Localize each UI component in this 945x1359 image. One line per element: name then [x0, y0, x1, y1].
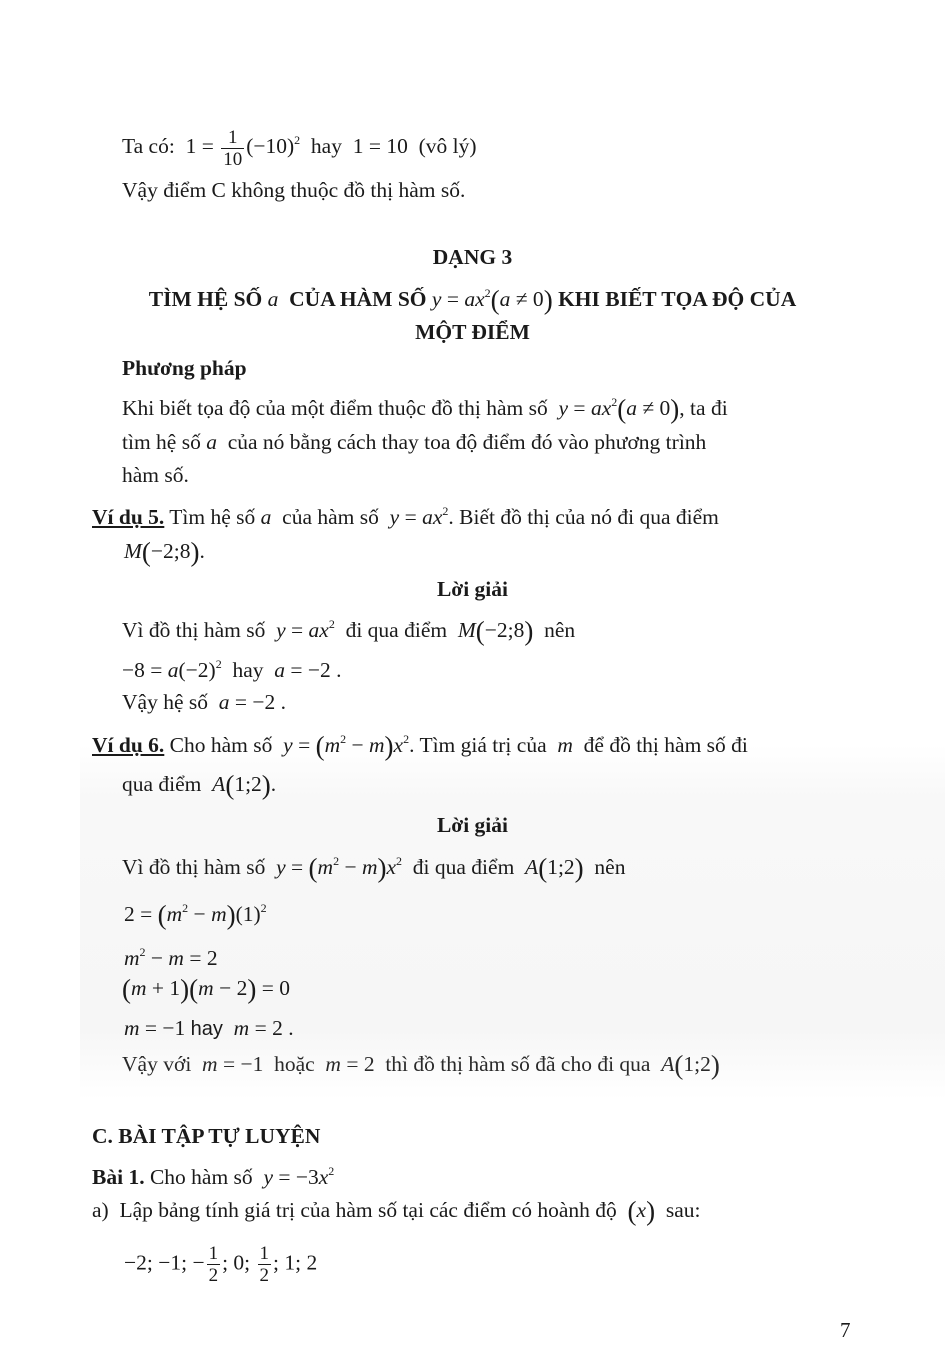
dang-title: DẠNG 3 — [432, 245, 513, 269]
solution-6-line-4: (m + 1)(m − 2) = 0 — [122, 974, 290, 1004]
solution-6-line-5: m = −1 hay m = 2 . — [124, 1016, 294, 1040]
example-6-text: Cho hàm số $y = (m^2 - m)x^2$. Tìm giá trị của m để đồ thị hàm số đi — [169, 731, 748, 761]
exercise-1-label: Bài 1. — [92, 1165, 145, 1189]
method-line-2: tìm hệ số a của nó bằng cách thay toa độ điểm đó vào phương trình — [122, 430, 707, 454]
example-5-point: M(−2;8). — [124, 537, 205, 567]
exercise-1-values: −2; −1; − $\frac{1}{2}$ ; 0; $\frac{1}{2}$ ; 1; 2 — [124, 1243, 318, 1286]
ta-co-label: Ta có: — [122, 134, 175, 158]
solution-6-line-6: Vậy với m = −1 hoặc m = 2 thì đồ thị hàm số đã cho đi qua A(1;2) — [122, 1050, 720, 1080]
heading-part2: KHI BIẾT TỌA ĐỘ CỦA — [558, 287, 797, 311]
example-6 — [92, 725, 748, 760]
method-end: , ta đi — [679, 396, 728, 420]
method-line-3: hàm số. — [122, 463, 189, 487]
section-c-title: C. BÀI TẬP TỰ LUYỆN — [92, 1124, 321, 1148]
heading-part1: TÌM HỆ SỐ a CỦA HÀM SỐ — [148, 287, 427, 311]
line-conclusion-c: Vậy điểm C không thuộc đồ thị hàm số. — [122, 178, 466, 202]
solution-5-title: Lời giải — [436, 577, 509, 601]
line-ta-co — [122, 126, 477, 170]
solution-6-line-2: $2 = (m^2 - m)(1)^2$ — [124, 900, 267, 930]
equation-1: 1 = $\frac{1}{10}$ $(-10)^2$ hay 1 = 10 (vô lý) — [180, 126, 477, 170]
example-5-label: Ví dụ 5. — [92, 505, 165, 529]
solution-6-line-1: Vì đồ thị hàm số $y = (m^2 - m)x^2$ đi qua điểm A(1;2) nên — [122, 853, 626, 883]
solution-5-line-1: Vì đồ thị hàm số $y = ax^2$ đi qua điểm M(−2;8) nên — [122, 616, 576, 646]
exercise-1 — [92, 1157, 334, 1191]
heading-formula: $y = ax^2(a \ne 0)$ — [431, 285, 553, 315]
solution-5-line-3: Vậy hệ số a = −2 . — [122, 690, 286, 714]
example-5 — [92, 497, 719, 531]
exercise-1a: a) Lập bảng tính giá trị của hàm số tại các điểm có hoành độ (x) sau: — [92, 1196, 701, 1226]
method-formula: $y = ax^2(a \ne 0)$ — [558, 394, 680, 424]
example-6-label: Ví dụ 6. — [92, 733, 165, 757]
solution-5-line-2: $-8 = a(-2)^2$ hay a = −2 . — [122, 657, 342, 682]
solution-6-title: Lời giải — [436, 813, 509, 837]
page-number: 7 — [840, 1318, 851, 1342]
method-line-1 — [122, 388, 728, 423]
heading-line-2: MỘT ĐIỂM — [415, 320, 530, 344]
exercise-1-text: Cho hàm số $y = -3x^2$ — [149, 1164, 335, 1189]
example-6-line-2: qua điểm A(1;2). — [122, 770, 277, 800]
method-text: Khi biết tọa độ của một điểm thuộc đồ thị hàm số — [122, 396, 548, 420]
example-5-text: Tìm hệ số a của hàm số $y = ax^2$. Biết đồ thị của nó đi qua điểm — [169, 504, 719, 529]
heading-line-1 — [0, 279, 945, 314]
method-title: Phương pháp — [122, 356, 247, 380]
solution-6-line-3: $m^2 - m = 2$ — [124, 945, 218, 970]
